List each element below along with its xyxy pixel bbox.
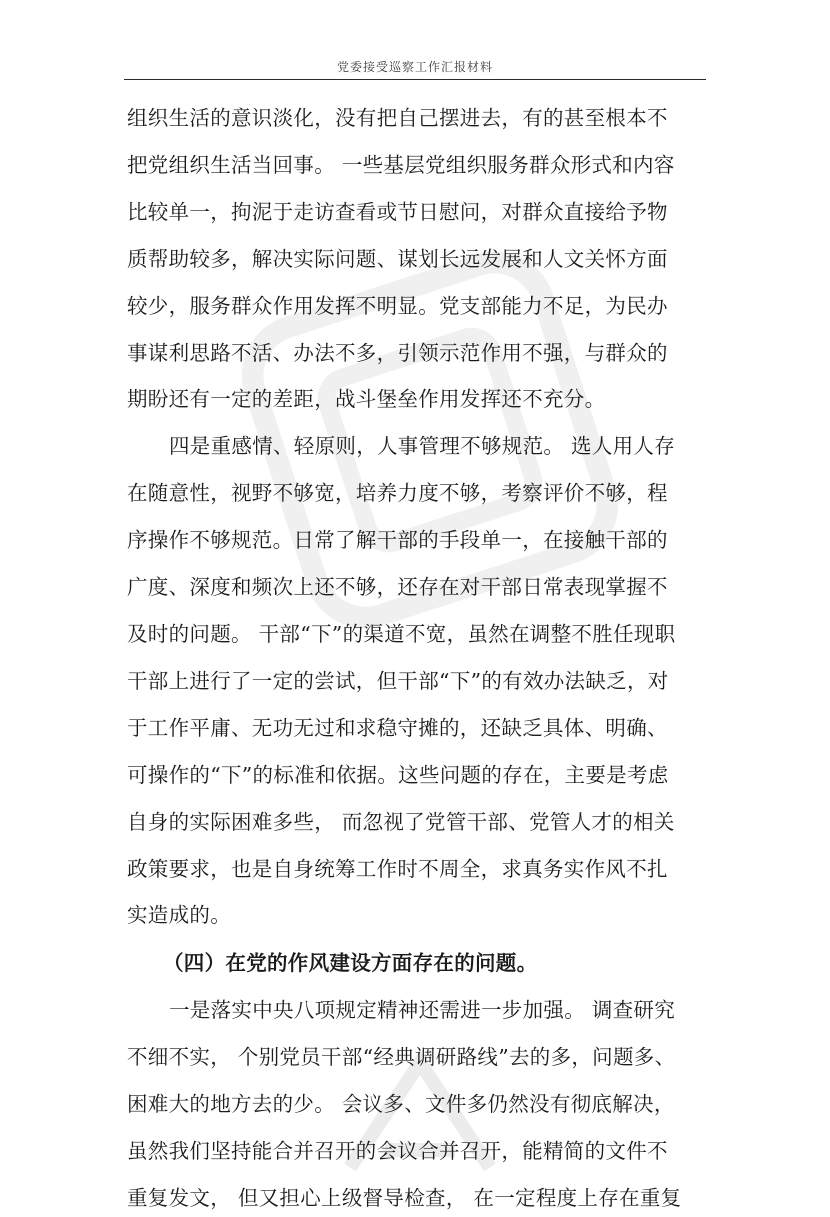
body-line: 可操作的“下”的标准和依据。这些问题的存在，主要是考虑 xyxy=(127,763,669,787)
body-line: 把党组织生活当回事。 一些基层党组织服务群众形式和内容 xyxy=(127,153,675,177)
body-line: 干部上进行了一定的尝试，但干部“下”的有效办法缺乏，对 xyxy=(127,669,669,693)
body-line: 组织生活的意识淡化，没有把自己摆进去，有的甚至根本不 xyxy=(127,106,668,130)
body-line: 政策要求，也是自身统筹工作时不周全，求真务实作风不扎 xyxy=(127,857,668,881)
body-line: 于工作平庸、无功无过和求稳守摊的，还缺乏具体、明确、 xyxy=(127,716,668,740)
page-header-title: 党委接受巡察工作汇报材料 xyxy=(336,60,493,74)
body-line: 困难大的地方去的少。 会议多、文件多仍然没有彻底解决， xyxy=(127,1092,675,1116)
body-line: 及时的问题。 干部“下”的渠道不宽，虽然在调整不胜任现职 xyxy=(127,622,676,646)
body-line: 事谋利思路不活、办法不多，引领示范作用不强，与群众的 xyxy=(127,341,668,365)
body-line: 不细不实， 个别党员干部“经典调研路线”去的多，问题多、 xyxy=(127,1045,676,1069)
body-line: 实造成的。 xyxy=(127,903,231,927)
paragraph-first-line: 一是落实中央八项规定精神还需进一步加强。 调查研究 xyxy=(169,998,676,1022)
body-line: 在随意性，视野不够宽，培养力度不够，考察评价不够，程 xyxy=(127,481,668,505)
body-line: 虽然我们坚持能合并召开的会议合并召开，能精简的文件不 xyxy=(127,1139,668,1163)
paragraph-first-line: 四是重感情、轻原则，人事管理不够规范。 选人用人存 xyxy=(169,434,676,458)
body-line: 广度、深度和频次上还不够，还存在对干部日常表现掌握不 xyxy=(127,575,668,599)
body-line: 质帮助较多，解决实际问题、谋划长远发展和人文关怀方面 xyxy=(127,247,668,271)
section-heading: （四）在党的作风建设方面存在的问题。 xyxy=(163,951,538,975)
body-line: 比较单一，拘泥于走访查看或节日慰问，对群众直接给予物 xyxy=(127,200,668,224)
body-line: 自身的实际困难多些， 而忽视了党管干部、党管人才的相关 xyxy=(127,810,675,834)
body-line: 期盼还有一定的差距，战斗堡垒作用发挥还不充分。 xyxy=(127,387,606,411)
body-line: 较少，服务群众作用发挥不明显。党支部能力不足，为民办 xyxy=(127,294,668,318)
body-line: 序操作不够规范。日常了解干部的手段单一，在接触干部的 xyxy=(127,528,668,552)
body-line: 重复发文， 但又担心上级督导检查， 在一定程度上存在重复 xyxy=(127,1186,682,1210)
header-divider xyxy=(124,79,706,80)
